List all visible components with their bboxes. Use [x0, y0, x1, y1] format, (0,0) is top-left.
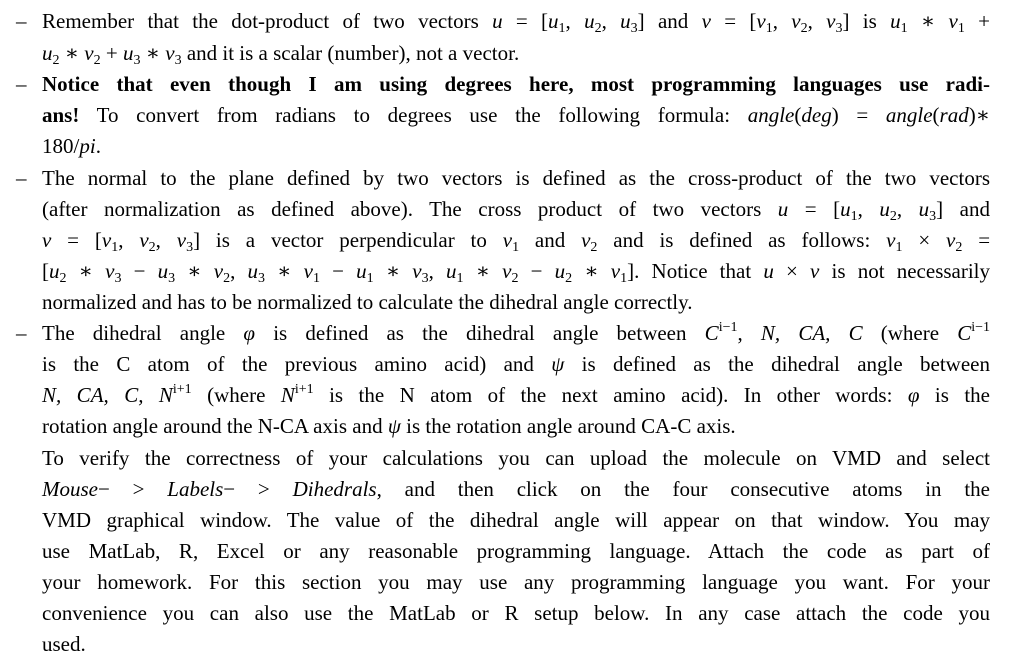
text-run: 3: [168, 271, 176, 286]
text-run: 2: [889, 209, 897, 224]
text-run: 1: [895, 240, 903, 255]
text-run: N, CA, C, N: [42, 383, 173, 407]
text-run: 2: [590, 240, 598, 255]
text-run: (after normalization as defined above). The cross product of two vectors: [42, 197, 778, 221]
text-run: (where: [191, 383, 281, 407]
text-run: u: [554, 259, 566, 283]
text-run: 2: [148, 240, 156, 255]
text-run: (where: [862, 321, 958, 345]
text-run: N, CA, C: [760, 321, 863, 345]
text-run: 3: [114, 271, 122, 286]
text-run: ∗: [59, 41, 85, 65]
text-run: N: [280, 383, 295, 407]
text-run: − >: [98, 477, 168, 501]
text-run: u: [492, 9, 503, 33]
text-run: 1: [765, 21, 773, 36]
text-run: Notice that even though I am using degrees here, most programming languages use radi-: [42, 72, 990, 96]
text-run: 2: [511, 271, 519, 286]
text-run: 1: [957, 21, 965, 36]
text-run: v: [502, 259, 512, 283]
bullet-marker: –: [16, 166, 27, 190]
text-run: v: [165, 41, 175, 65]
text-run: your homework. For this section you may use any programming language you want. For your: [42, 570, 990, 594]
text-run: φ: [907, 383, 920, 407]
text-run: To convert from radians to degrees use the following formula:: [79, 103, 748, 127]
text-run: u: [584, 9, 595, 33]
text-run: 2: [565, 271, 573, 286]
text-run: ) =: [831, 103, 886, 127]
text-run: is the N atom of the next amino acid). In other words:: [313, 383, 908, 407]
text-run: pi: [79, 134, 96, 158]
text-run: v: [826, 9, 836, 33]
text-run: u: [777, 197, 789, 221]
text-run: and: [519, 228, 582, 252]
text-run: 3: [174, 53, 182, 68]
text-run: u: [840, 197, 851, 221]
text-run: v: [101, 228, 112, 252]
text-run: 2: [223, 271, 231, 286]
text-line: [42, 38, 990, 69]
bullet-marker: –: [16, 9, 27, 33]
text-run: u: [157, 259, 169, 283]
text-run: 1: [558, 21, 566, 36]
text-run: − >: [223, 477, 293, 501]
text-run: φ: [243, 321, 256, 345]
text-run: v: [502, 228, 513, 252]
text-run: 3: [421, 271, 429, 286]
text-run: v: [810, 259, 820, 283]
text-run: u: [122, 41, 134, 65]
text-run: ]. Notice that: [627, 259, 764, 283]
text-run: u: [548, 9, 559, 33]
text-run: ∗: [175, 259, 214, 283]
text-run: ψ: [551, 352, 565, 376]
text-run: is defined as the dihedral angle between: [564, 352, 990, 376]
text-run: angle: [885, 103, 933, 127]
text-run: To verify the correctness of your calculations you can upload the molecule on VMD and select: [42, 446, 990, 470]
text-line: [42, 598, 990, 629]
text-run: v: [139, 228, 149, 252]
text-run: .: [95, 134, 101, 158]
text-run: ψ: [387, 414, 401, 438]
text-run: v: [791, 9, 801, 33]
text-line: [42, 318, 990, 349]
text-run: u: [890, 9, 901, 33]
text-run: ∗: [140, 41, 166, 65]
text-run: 2: [594, 21, 602, 36]
text-run: u: [356, 259, 367, 283]
text-run: 3: [186, 240, 194, 255]
text-run: The normal to the plane defined by two vectors is defined as the cross-product of the two vectors: [42, 166, 990, 190]
text-line: [42, 287, 990, 318]
text-run: Labels: [167, 477, 224, 501]
text-run: rotation angle around the N-CA axis and: [42, 414, 388, 438]
text-run: v: [581, 228, 591, 252]
text-run: i−1: [971, 320, 991, 335]
text-run: −: [121, 259, 158, 283]
text-run: is the rotation angle around CA-C axis.: [400, 414, 736, 438]
text-run: v: [213, 259, 224, 283]
text-line: [42, 505, 990, 536]
text-line: [42, 163, 990, 194]
text-run: u: [42, 41, 53, 65]
text-run: ∗: [907, 9, 949, 33]
text-run: = [: [51, 228, 102, 252]
text-run: u: [247, 259, 259, 283]
text-run: u: [49, 259, 60, 283]
text-run: i−1: [718, 320, 738, 335]
text-run: ∗: [265, 259, 304, 283]
text-run: ] is a vector perpendicular to: [193, 228, 503, 252]
text-run: 3: [929, 209, 937, 224]
text-run: ,: [857, 197, 880, 221]
text-run: deg: [801, 103, 832, 127]
text-run: 2: [52, 53, 60, 68]
text-run: +: [964, 9, 991, 33]
text-run: ×: [773, 259, 811, 283]
text-run: The dihedral angle: [42, 321, 244, 345]
text-run: 180/: [42, 134, 80, 158]
text-run: , and then click on the four consecutive atoms in the: [376, 477, 990, 501]
text-run: is not necessarily: [819, 259, 991, 283]
text-run: is the: [919, 383, 991, 407]
text-line: [42, 100, 990, 131]
text-run: ∗: [463, 259, 503, 283]
text-run: = [: [788, 197, 841, 221]
text-run: u: [918, 197, 930, 221]
text-run: 1: [366, 271, 374, 286]
text-run: used.: [42, 632, 86, 656]
text-line: [42, 69, 990, 100]
text-run: = [: [710, 9, 757, 33]
text-run: is defined as the dihedral angle between: [255, 321, 705, 345]
text-run: ] and: [936, 197, 990, 221]
text-run: ∗: [373, 259, 413, 283]
text-run: v: [105, 259, 115, 283]
text-line: [42, 567, 990, 598]
text-run: v: [701, 9, 711, 33]
text-run: v: [84, 41, 94, 65]
text-run: = [: [502, 9, 549, 33]
text-run: 1: [620, 271, 628, 286]
text-line: [42, 256, 990, 287]
text-run: and it is a scalar (number), not a vector.: [181, 41, 520, 65]
text-line: [42, 629, 990, 660]
text-run: Dihedrals: [292, 477, 377, 501]
text-run: v: [948, 9, 958, 33]
text-run: v: [886, 228, 896, 252]
text-run: v: [42, 228, 52, 252]
text-run: C: [704, 321, 719, 345]
text-run: 3: [630, 21, 638, 36]
text-run: 1: [312, 271, 320, 286]
text-run: ,: [601, 9, 621, 33]
text-run: v: [756, 9, 766, 33]
text-run: ,: [118, 228, 140, 252]
text-run: i+1: [172, 382, 192, 397]
text-run: ] is: [842, 9, 891, 33]
text-run: (: [794, 103, 802, 127]
text-run: −: [319, 259, 357, 283]
text-run: and is defined as follows:: [597, 228, 887, 252]
text-line: [42, 194, 990, 225]
text-run: ,: [428, 259, 447, 283]
text-line: [42, 6, 990, 37]
text-run: (: [932, 103, 940, 127]
text-run: +: [100, 41, 123, 65]
text-run: convenience you can also use the MatLab or R setup below. In any case attach the code you: [42, 601, 990, 625]
text-line: [42, 443, 990, 474]
text-run: )∗: [968, 103, 991, 127]
text-run: 2: [955, 240, 963, 255]
text-run: Mouse: [42, 477, 98, 501]
bullet-marker: –: [16, 321, 27, 345]
text-run: 1: [850, 209, 858, 224]
text-run: v: [946, 228, 956, 252]
text-run: ,: [565, 9, 585, 33]
text-run: [: [42, 259, 49, 283]
text-line: [42, 411, 990, 442]
text-line: [42, 474, 990, 505]
text-run: ,: [807, 9, 827, 33]
text-run: normalized and has to be normalized to calculate the dihedral angle correctly.: [42, 290, 693, 314]
text-run: ,: [896, 197, 919, 221]
text-run: v: [412, 259, 422, 283]
text-run: ,: [230, 259, 248, 283]
text-run: VMD graphical window. The value of the dihedral angle will appear on that window. You may: [42, 508, 990, 532]
text-run: ∗: [572, 259, 611, 283]
text-line: [42, 225, 990, 256]
text-run: rad: [939, 103, 969, 127]
text-run: u: [763, 259, 774, 283]
text-run: ,: [772, 9, 792, 33]
text-run: is the C atom of the previous amino acid) and: [42, 352, 552, 376]
text-run: angle: [747, 103, 795, 127]
text-run: u: [879, 197, 890, 221]
text-run: 1: [900, 21, 908, 36]
text-run: v: [610, 259, 621, 283]
text-line: [42, 131, 990, 162]
bullet-marker: –: [16, 72, 27, 96]
text-run: =: [962, 228, 991, 252]
text-run: 3: [835, 21, 843, 36]
text-run: 2: [59, 271, 67, 286]
text-line: [42, 349, 990, 380]
text-run: 2: [800, 21, 808, 36]
text-run: ×: [902, 228, 947, 252]
text-run: 1: [456, 271, 464, 286]
text-run: ,: [737, 321, 761, 345]
text-run: v: [176, 228, 187, 252]
text-run: 3: [258, 271, 266, 286]
text-run: Remember that the dot-product of two vectors: [42, 9, 493, 33]
text-line: [42, 536, 990, 567]
text-run: 3: [133, 53, 141, 68]
text-run: 2: [93, 53, 101, 68]
text-run: use MatLab, R, Excel or any reasonable programming language. Attach the code as part of: [42, 539, 990, 563]
text-run: i+1: [294, 382, 314, 397]
text-run: u: [620, 9, 631, 33]
text-run: v: [303, 259, 313, 283]
text-run: u: [446, 259, 457, 283]
text-run: ] and: [637, 9, 702, 33]
text-run: 1: [512, 240, 520, 255]
text-run: ,: [155, 228, 177, 252]
text-run: 1: [111, 240, 119, 255]
text-run: C: [957, 321, 972, 345]
text-run: ans!: [42, 103, 80, 127]
text-line: [42, 380, 990, 411]
text-run: −: [518, 259, 555, 283]
text-run: ∗: [66, 259, 106, 283]
